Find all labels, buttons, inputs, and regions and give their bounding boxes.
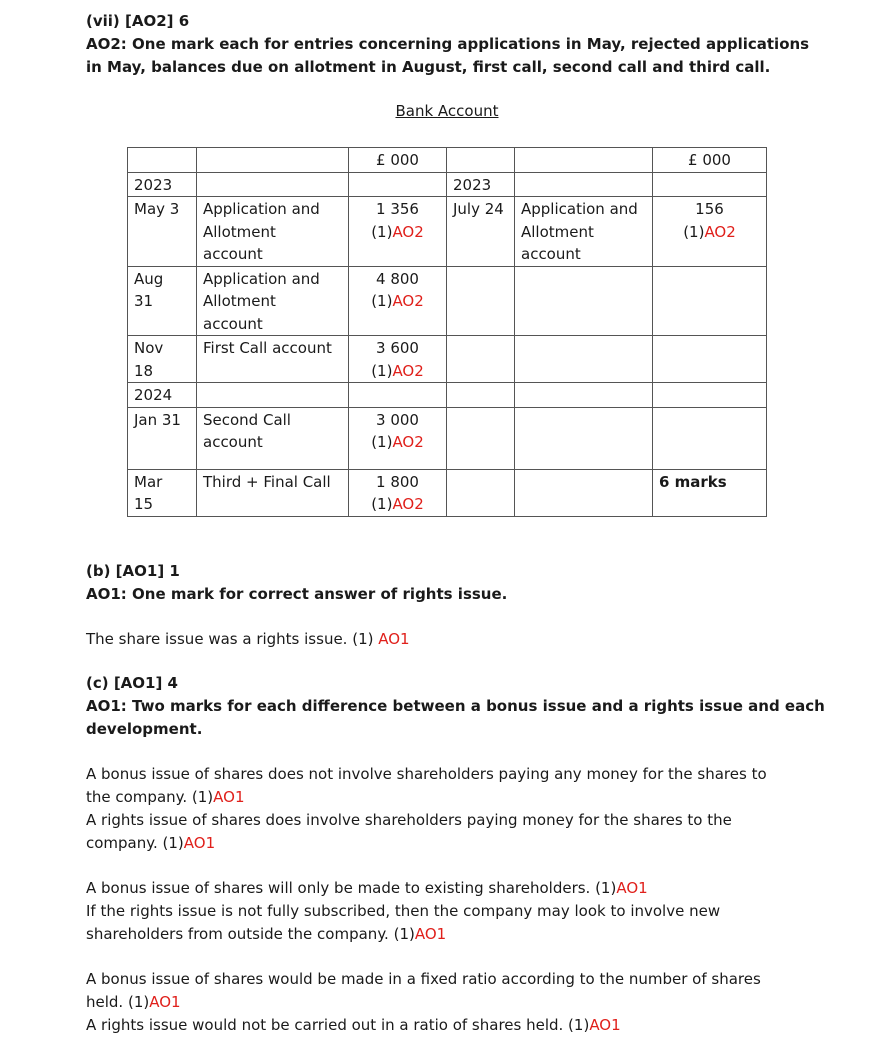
bank-account-ledger	[127, 147, 767, 517]
question-vii-label: (vii) [AO2] 6	[86, 12, 190, 30]
paragraph-2: A bonus issue of shares will only be made to existing shareholders. (1)AO1 If the rights issue is not fully subscribed, then the company may look to involve new shareholders from outside the company. (1)AO1	[86, 879, 721, 943]
ledger-title: Bank Account	[395, 102, 499, 120]
row-description: Third + Final Call	[197, 469, 349, 516]
table-row	[128, 197, 767, 267]
row-amount: 4 800 (1)AO2	[349, 266, 447, 336]
debit-currency-header: £ 000	[349, 148, 447, 173]
paragraph-3: A bonus issue of shares would be made in a fixed ratio according to the number of shares held. (1)AO1 A rights issue would not be carried out in a ratio of shares held. (1)AO1	[86, 970, 761, 1034]
row-date: Jan 31	[128, 407, 197, 469]
table-row	[128, 266, 767, 336]
credit-date: July 24	[447, 197, 515, 267]
section-c-criteria-2: development.	[86, 720, 203, 738]
row-date: Mar 15	[128, 469, 197, 516]
total-marks: 6 marks	[653, 469, 767, 516]
section-c	[86, 672, 825, 1037]
credit-year: 2023	[447, 172, 515, 197]
debit-year: 2023	[128, 172, 197, 197]
section-b-label: (b) [AO1] 1	[86, 562, 180, 580]
row-date: May 3	[128, 197, 197, 267]
table-row	[128, 383, 767, 408]
row-amount: 3 000 (1)AO2	[349, 407, 447, 469]
debit-year-2024: 2024	[128, 383, 197, 408]
table-row	[128, 407, 767, 469]
criteria-line-1: AO2: One mark each for entries concerning applications in May, rejected applications	[86, 35, 810, 53]
section-b-answer: The share issue was a rights issue. (1) AO1	[86, 630, 410, 648]
section-c-label: (c) [AO1] 4	[86, 674, 178, 692]
section-b	[86, 560, 816, 651]
question-vii-header	[86, 10, 816, 79]
row-date: Aug 31	[128, 266, 197, 336]
row-description: Application and Allotment account	[197, 266, 349, 336]
table-row	[128, 469, 767, 516]
row-description: Second Call account	[197, 407, 349, 469]
section-b-criteria: AO1: One mark for correct answer of rights issue.	[86, 585, 508, 603]
credit-amount: 156 (1)AO2	[653, 197, 767, 267]
credit-currency-header: £ 000	[653, 148, 767, 173]
paragraph-1: A bonus issue of shares does not involve shareholders paying any money for the shares to the company. (1)AO1 A rights issue of shares does involve shareholders paying money for the shares to the company. (1)AO1	[86, 765, 767, 852]
row-description: Application and Allotment account	[197, 197, 349, 267]
criteria-line-2: in May, balances due on allotment in August, first call, second call and third call.	[86, 58, 771, 76]
table-row	[128, 336, 767, 383]
row-amount: 1 800 (1)AO2	[349, 469, 447, 516]
section-c-criteria-1: AO1: Two marks for each difference between a bonus issue and a rights issue and each	[86, 697, 825, 715]
table-row	[128, 172, 767, 197]
table-row	[128, 148, 767, 173]
row-date: Nov 18	[128, 336, 197, 383]
row-amount: 1 356 (1)AO2	[349, 197, 447, 267]
row-description: First Call account	[197, 336, 349, 383]
row-amount: 3 600 (1)AO2	[349, 336, 447, 383]
credit-description: Application and Allotment account	[515, 197, 653, 267]
